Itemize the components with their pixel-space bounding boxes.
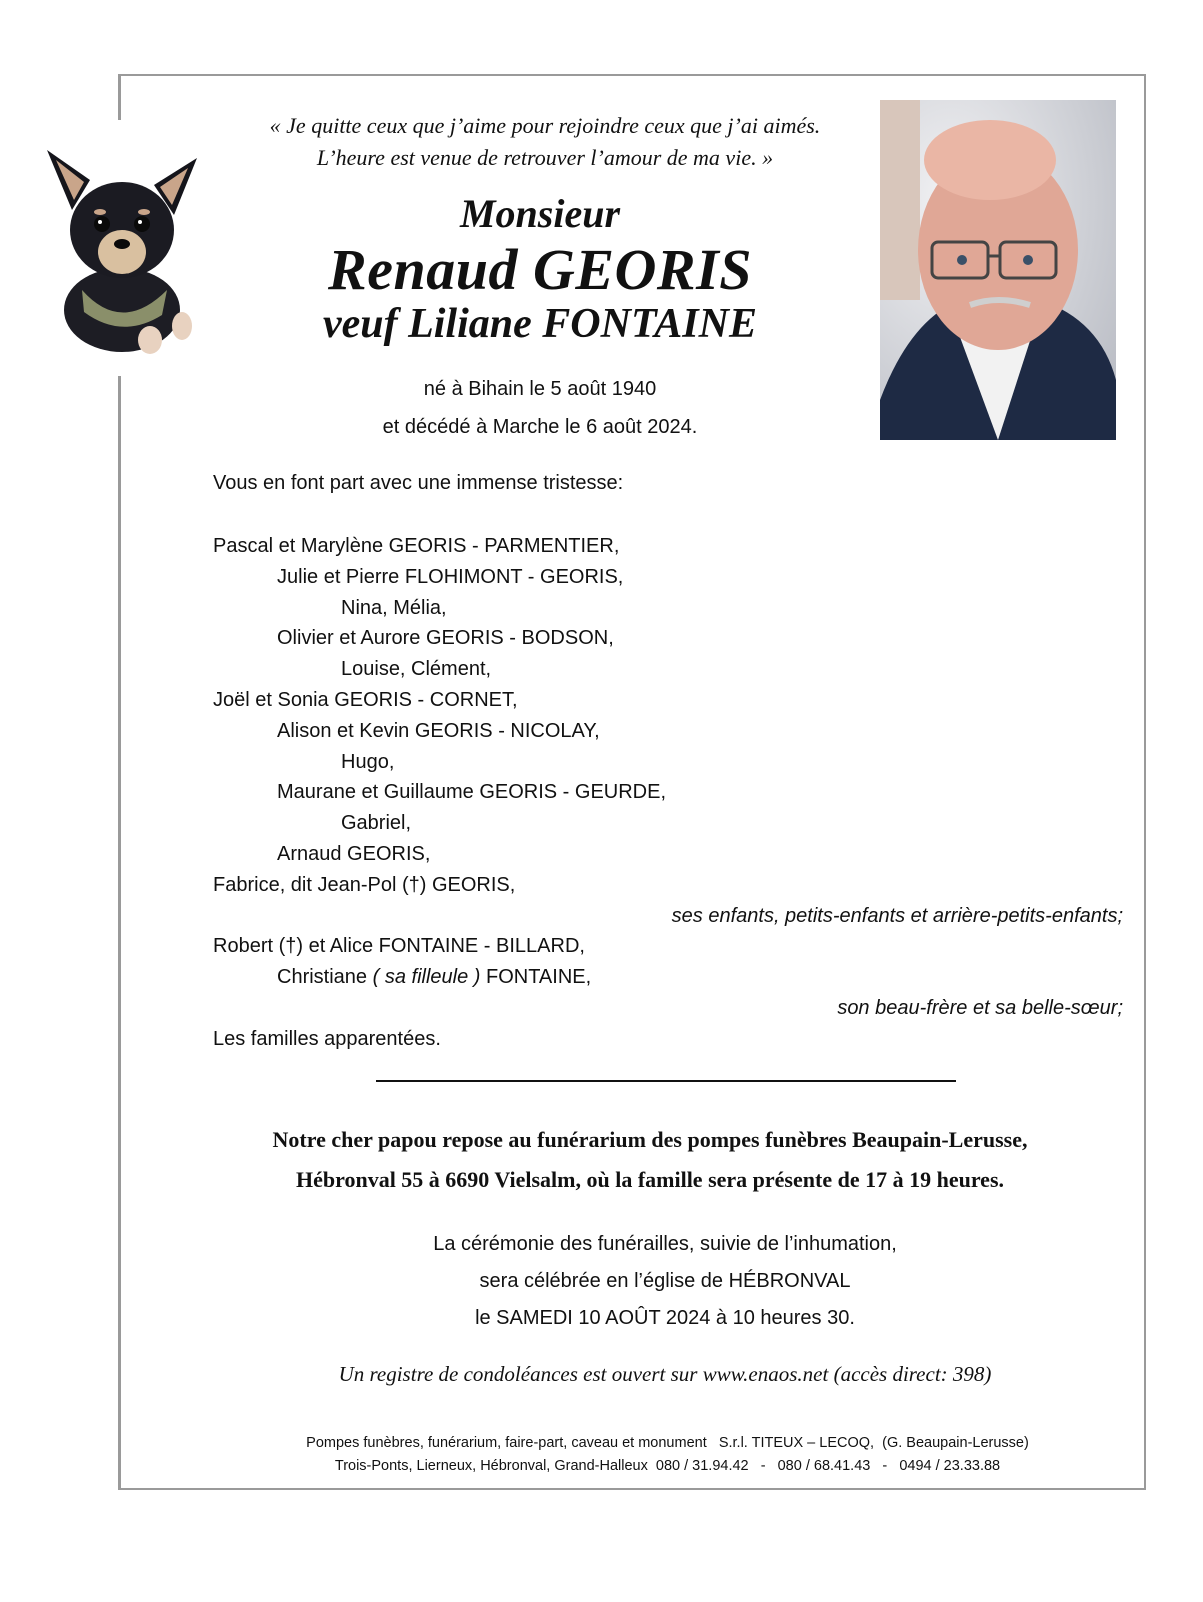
family-row: Julie et Pierre FLOHIMONT - GEORIS,	[277, 565, 624, 588]
separator-line	[376, 1080, 956, 1082]
footer-line-1: Pompes funèbres, funérarium, faire-part, caveau et monument S.r.l. TITEUX – LECOQ, (G. Beaupain-Lerusse)	[306, 1435, 1029, 1451]
footer-line-2: Trois-Ponts, Lierneux, Hébronval, Grand-Halleux 080 / 31.94.42 - 080 / 68.41.43 - 0494 / 23.33.88	[334, 1458, 1001, 1474]
family-row: Les familles apparentées.	[213, 1027, 441, 1050]
family-list	[213, 531, 1123, 1055]
family-row: Pascal et Marylène GEORIS - PARMENTIER,	[213, 535, 620, 557]
family-row: Arnaud GEORIS,	[277, 842, 431, 865]
deceased-title: Monsieur	[459, 191, 621, 236]
family-row: Louise, Clément,	[341, 658, 492, 681]
family-row: Robert (†) et Alice FONTAINE - BILLARD,	[213, 935, 585, 958]
family-row: son beau-frère et sa belle-sœur;	[837, 996, 1123, 1019]
repose-notice	[150, 1120, 1150, 1200]
family-row: Hugo,	[341, 750, 395, 773]
family-row: Nina, Mélia,	[341, 596, 447, 619]
family-row: Maurane et Guillaume GEORIS - GEURDE,	[277, 781, 667, 804]
family-row: Joël et Sonia GEORIS - CORNET,	[213, 688, 518, 711]
repose-line-2: Hébronval 55 à 6690 Vielsalm, où la famille sera présente de 17 à 19 heures.	[295, 1167, 1005, 1192]
life-dates	[300, 370, 780, 446]
family-row: Fabrice, dit Jean-Pol (†) GEORIS,	[213, 873, 516, 896]
family-row: Gabriel,	[341, 812, 412, 835]
family-row: Olivier et Aurore GEORIS - BODSON,	[277, 627, 614, 650]
funeral-home-footer	[200, 1432, 1135, 1478]
birth-line: né à Bihain le 5 août 1940	[423, 378, 657, 400]
quote-line-1: « Je quitte ceux que j’aime pour rejoindre ceux que j’ai aimés.	[269, 113, 821, 138]
family-text: Christiane	[277, 966, 373, 989]
death-line: et décédé à Marche le 6 août 2024.	[382, 416, 698, 438]
ceremony-line-2: sera célébrée en l’église de HÉBRONVAL	[479, 1270, 851, 1292]
condolence-registry: Un registre de condoléances est ouvert sur www.enaos.net (accès direct: 398)	[338, 1362, 992, 1386]
ceremony-line-1: La cérémonie des funérailles, suivie de l’inhumation,	[433, 1233, 897, 1255]
deceased-widow: veuf Liliane FONTAINE	[322, 301, 757, 347]
ceremony-notice	[300, 1226, 1030, 1337]
repose-line-1: Notre cher papou repose au funérarium des pompes funèbres Beaupain-Lerusse,	[272, 1127, 1028, 1152]
family-note: ( sa filleule )	[372, 966, 481, 989]
quote-line-2: L’heure est venue de retrouver l’amour de ma vie. »	[316, 145, 774, 170]
announce-line: Vous en font part avec une immense tristesse:	[213, 472, 624, 494]
family-row: ses enfants, petits-enfants et arrière-petits-enfants;	[671, 904, 1123, 927]
ceremony-line-3: le SAMEDI 10 AOÛT 2024 à 10 heures 30.	[475, 1307, 855, 1329]
quote	[150, 110, 940, 174]
family-text: FONTAINE,	[480, 966, 592, 989]
deceased-name: Renaud GEORIS	[328, 237, 752, 302]
family-row: Alison et Kevin GEORIS - NICOLAY,	[277, 719, 600, 742]
family-row	[213, 962, 1123, 993]
